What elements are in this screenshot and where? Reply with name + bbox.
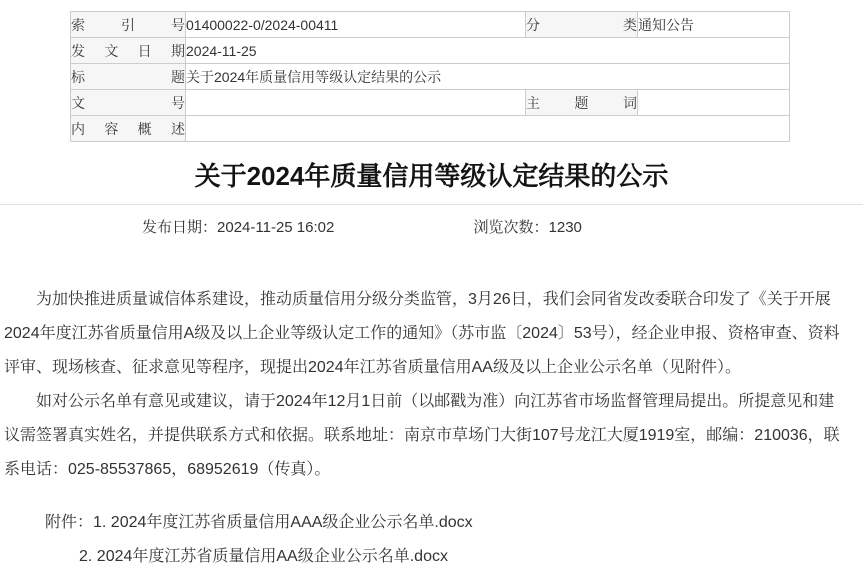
view-count-label: 浏览次数： bbox=[473, 219, 549, 236]
page-title: 关于2024年质量信用等级认定结果的公示 bbox=[194, 161, 669, 191]
meta-label-title: 标题 bbox=[71, 64, 186, 90]
meta-value-summary bbox=[186, 116, 790, 142]
publish-date-label: 发布日期： bbox=[142, 219, 218, 236]
meta-row-summary bbox=[71, 116, 790, 142]
meta-value-subject-words bbox=[638, 90, 790, 116]
meta-row-index-category bbox=[71, 12, 790, 38]
meta-label-summary: 内容概述 bbox=[71, 116, 186, 142]
article-paragraph: 为加快推进质量诚信体系建设，推动质量信用分级分类监管，3月26日，我们会同省发改委联合印发了《关于开展2024年度江苏省质量信用A级及以上企业等级认定工作的通知》（苏市监〔2024〕53号），经企业申报、资格审查、资料评审、现场核查、征求意见等程序，现提出2024年江苏省质量信用AA级及以上企业公示名单（见附件）。 bbox=[4, 291, 840, 376]
meta-value-doc-number bbox=[186, 90, 526, 116]
attachment-link-aa-list[interactable]: 2. 2024年度江苏省质量信用AA级企业公示名单.docx bbox=[79, 548, 448, 565]
meta-label-issue-date: 发文日期 bbox=[71, 38, 186, 64]
attachment-link-aaa-list[interactable]: 1. 2024年度江苏省质量信用AAA级企业公示名单.docx bbox=[93, 514, 473, 531]
meta-row-docnumber-subject bbox=[71, 90, 790, 116]
meta-value-index-number: 01400022-0/2024-00411 bbox=[186, 12, 526, 38]
meta-row-title bbox=[71, 64, 790, 90]
meta-value-category: 通知公告 bbox=[638, 12, 790, 38]
attachment-row bbox=[4, 540, 849, 570]
article-paragraph: 如对公示名单有意见或建议，请于2024年12月1日前（以邮戳为准）向江苏省市场监督管理局提出。所提意见和建议需签署真实姓名，并提供联系方式和依据。联系地址：南京市草场门大街107号龙江大厦1919室，邮编：210036，联系电话：025-85537865，68952619（传真）。 bbox=[4, 393, 840, 478]
meta-label-doc-number: 文号 bbox=[71, 90, 186, 116]
document-meta-table bbox=[70, 11, 790, 142]
meta-value-title: 关于2024年质量信用等级认定结果的公示 bbox=[186, 64, 790, 90]
meta-label-index-number: 索引号 bbox=[71, 12, 186, 38]
document-page bbox=[0, 11, 863, 570]
title-divider bbox=[0, 204, 863, 205]
meta-label-category: 分类 bbox=[526, 12, 638, 38]
meta-label-subject-words: 主题词 bbox=[526, 90, 638, 116]
attachments-section bbox=[4, 506, 849, 570]
attachments-label: 附件： bbox=[45, 514, 94, 531]
publish-info-row bbox=[0, 218, 863, 238]
meta-value-issue-date: 2024-11-25 bbox=[186, 38, 790, 64]
view-count-value: 1230 bbox=[548, 219, 582, 236]
article-body bbox=[0, 283, 863, 570]
attachment-row bbox=[4, 506, 849, 540]
meta-row-issue-date bbox=[71, 38, 790, 64]
publish-date-value: 2024-11-25 16:02 bbox=[217, 219, 335, 236]
